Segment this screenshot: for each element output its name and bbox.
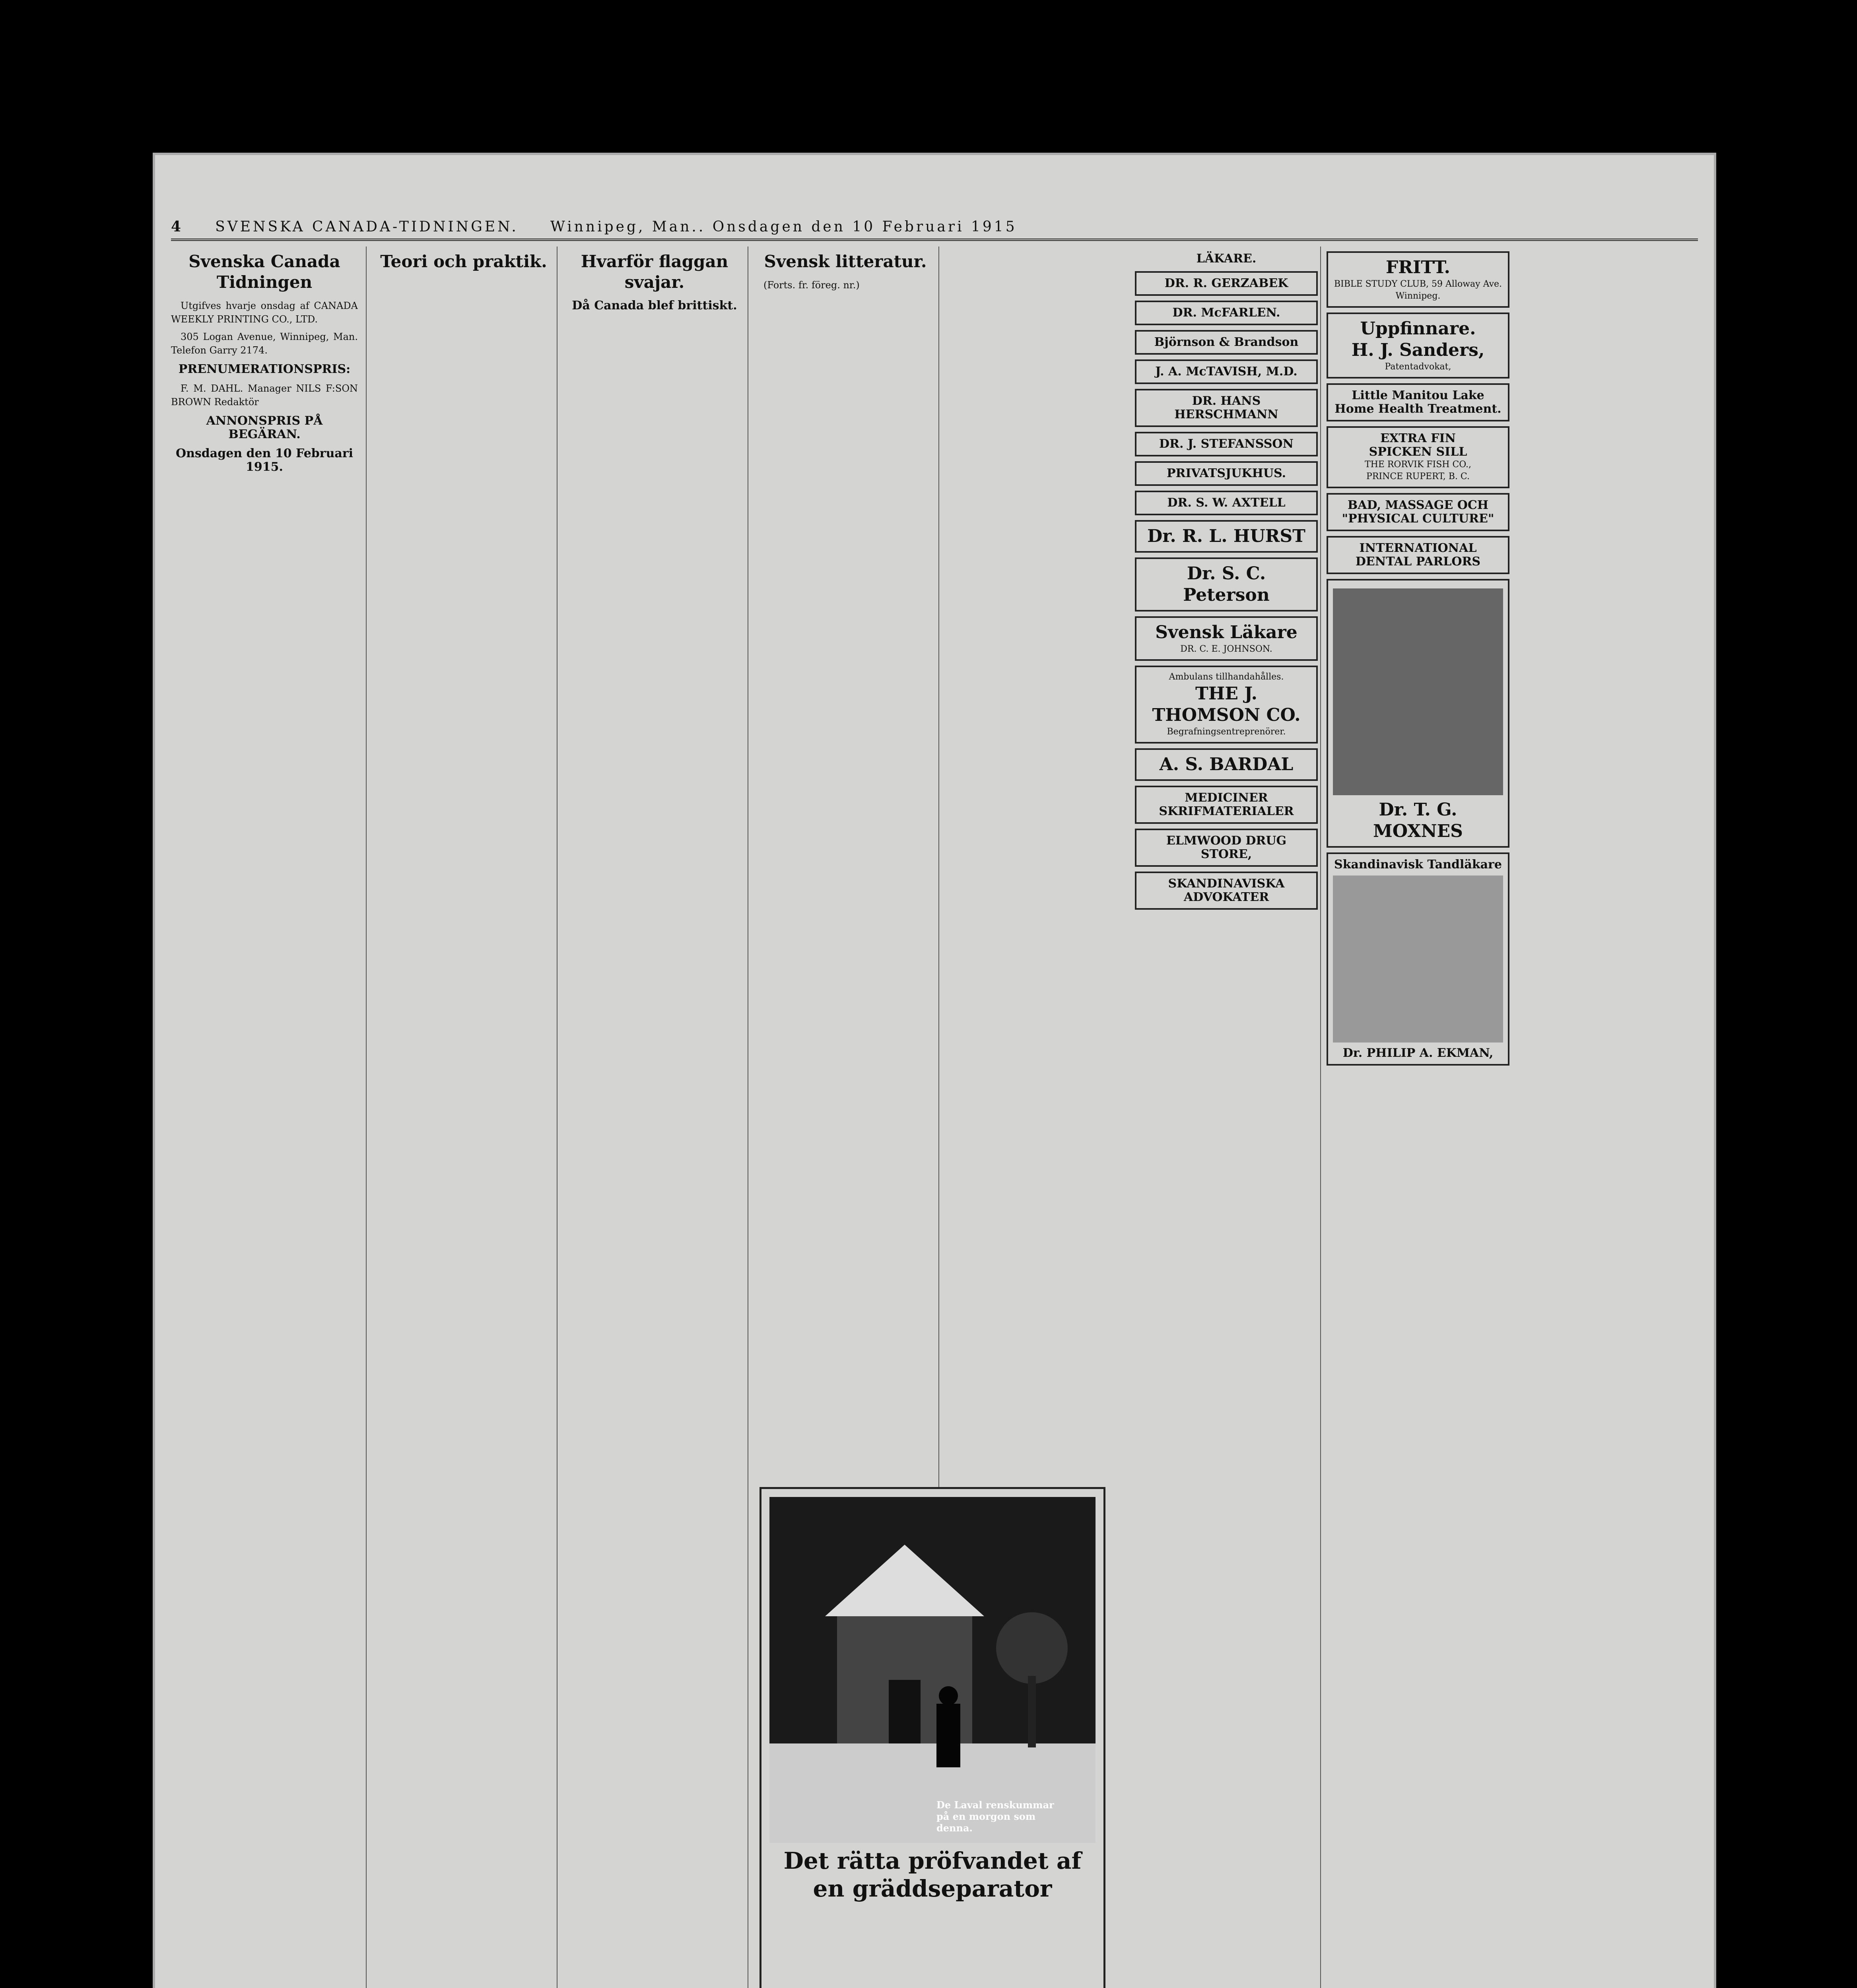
column-7: [1320, 247, 1509, 1988]
ad-hurst: [1135, 520, 1318, 553]
ad-sanders-name: H. J. Sanders,: [1351, 340, 1485, 360]
ad-moxnes-name: Dr. T. G. MOXNES: [1373, 800, 1463, 841]
de-laval-advertisement: [760, 1487, 1105, 1988]
ad-fritt: [1327, 251, 1509, 308]
ad-massage: [1327, 493, 1509, 531]
ad-stefansson-name: DR. J. STEFANSSON: [1159, 437, 1294, 451]
ad-fritt-title: FRITT.: [1386, 257, 1450, 278]
winter-farm-illustration: [769, 1497, 1096, 1843]
ad-peterson-name: Dr. S. C. Peterson: [1183, 563, 1270, 605]
ad-tandlakare-title: Skandinavisk Tandläkare: [1334, 858, 1502, 872]
ad-bjornson-name: Björnson & Brandson: [1154, 335, 1299, 349]
ad-mctavish: [1135, 359, 1318, 384]
ad-thomson-name: THE J. THOMSON CO.: [1152, 683, 1301, 725]
ad-body: [773, 1910, 1092, 1988]
ad-uppfinnare: [1327, 313, 1509, 379]
ad-herschmann-name: DR. HANS HERSCHMANN: [1174, 394, 1278, 421]
ad-thomson: [1135, 666, 1318, 744]
ad-mcfarlen-name: DR. McFARLEN.: [1172, 306, 1280, 320]
headline-litteratur: Svensk litteratur.: [764, 252, 927, 271]
paper-title: SVENSKA CANADA-TIDNINGEN.: [215, 218, 519, 235]
ad-privatsjukhus-name: PRIVATSJUKHUS.: [1166, 466, 1286, 480]
column-2: [366, 247, 555, 1988]
ad-dental: [1327, 536, 1509, 574]
ad-elmwood-name: ELMWOOD DRUG STORE,: [1166, 834, 1287, 861]
ad-bardal: [1135, 748, 1318, 781]
page-number: 4: [171, 218, 184, 235]
ad-gerzabek-name: DR. R. GERZABEK: [1164, 276, 1288, 290]
editors: F. M. DAHL. Manager NILS F:SON BROWN Redaktör: [171, 383, 358, 408]
ad-privatsjukhus: [1135, 461, 1318, 486]
subhead-flaggan: Då Canada blef brittiskt.: [572, 299, 737, 313]
column-1: [171, 247, 358, 1988]
ad-sill-line2: SPICKEN SILL: [1369, 445, 1467, 459]
ad-axtell: [1135, 491, 1318, 515]
newspaper-page: [155, 155, 1714, 1988]
ad-thomson-sub: Begrafningsentreprenörer.: [1167, 727, 1286, 737]
farm-scene-svg: [769, 1497, 1096, 1843]
ad-massage-title: BAD, MASSAGE OCH "PHYSICAL CULTURE": [1342, 498, 1494, 526]
ad-sill-firm: THE RORVIK FISH CO.,: [1364, 460, 1472, 470]
portrait-photo: [1333, 588, 1503, 795]
ad-bjornson: [1135, 330, 1318, 355]
ad-dental-title: INTERNATIONAL DENTAL PARLORS: [1355, 541, 1481, 569]
ad-sill: [1327, 426, 1509, 488]
ad-manitou-title: Little Manitou Lake Home Health Treatment.: [1334, 388, 1502, 416]
ad-svensk-lakare: [1135, 616, 1318, 661]
ad-fritt-club: BIBLE STUDY CLUB, 59 Alloway Ave. Winnipeg.: [1334, 279, 1502, 301]
ad-manitou: [1327, 383, 1509, 421]
ad-hurst-name: Dr. R. L. HURST: [1147, 526, 1305, 546]
dentures-illustration: [1333, 876, 1503, 1043]
ad-advokater: [1135, 872, 1318, 910]
dateline-heading: Onsdagen den 10 Februari 1915.: [175, 447, 354, 474]
place-date: Winnipeg, Man.. Onsdagen den 10 Februari 1915: [550, 218, 1017, 235]
address: 305 Logan Avenue, Winnipeg, Man. Telefon Garry 2174.: [171, 331, 358, 356]
ad-bardal-name: A. S. BARDAL: [1159, 754, 1294, 775]
ad-moxnes: [1327, 579, 1509, 848]
ad-headline: Det rätta pröfvandet af en gräddseparator: [783, 1847, 1082, 1902]
ad-herschmann: [1135, 389, 1318, 427]
lakare-heading: LÄKARE.: [1196, 252, 1257, 266]
ad-axtell-name: DR. S. W. AXTELL: [1167, 496, 1286, 510]
ad-elmwood: [1135, 829, 1318, 867]
ad-mctavish-name: J. A. McTAVISH, M.D.: [1155, 365, 1298, 379]
ad-stefansson: [1135, 432, 1318, 456]
ad-uppfinnare-title: Uppfinnare.: [1360, 318, 1476, 339]
headline-teori: Teori och praktik.: [380, 252, 547, 271]
ad-mediciner-name: MEDICINER SKRIFMATERIALER: [1159, 791, 1294, 818]
subscription-heading: PRENUMERATIONSPRIS:: [178, 362, 351, 376]
subhead-litteratur: (Forts. fr. föreg. nr.): [763, 280, 860, 291]
ad-rates-heading: ANNONSPRIS PÅ BEGÄRAN.: [206, 414, 323, 441]
ad-svensk-lakare-title: Svensk Läkare: [1155, 622, 1298, 643]
ad-ekman-name: Dr. PHILIP A. EKMAN,: [1342, 1046, 1494, 1060]
publisher-line: Utgifves hvarje onsdag af CANADA WEEKLY PRINTING CO., LTD.: [171, 300, 358, 325]
ad-mcfarlen: [1135, 301, 1318, 325]
ad-sanders-sub: Patentadvokat,: [1385, 362, 1451, 372]
ad-sill-line1: EXTRA FIN: [1380, 431, 1456, 445]
ad-tandlakare: [1327, 852, 1509, 1066]
ad-mediciner: [1135, 786, 1318, 824]
column-3: [557, 247, 746, 1988]
masthead: [171, 215, 1698, 241]
ad-caption: De Laval renskummar på en morgon som denna.: [936, 1799, 1054, 1834]
column-6: [1129, 247, 1318, 1988]
ad-sill-place: PRINCE RUPERT, B. C.: [1366, 472, 1470, 481]
nameplate: Svenska Canada Tidningen: [188, 252, 340, 292]
ad-svensk-lakare-doctor: DR. C. E. JOHNSON.: [1180, 644, 1272, 654]
ad-gerzabek: [1135, 271, 1318, 296]
ad-peterson: [1135, 557, 1318, 612]
ad-advokater-name: SKANDINAVISKA ADVOKATER: [1168, 877, 1285, 904]
ad-thomson-top: Ambulans tillhandahålles.: [1169, 672, 1284, 682]
headline-flaggan: Hvarför flaggan svajar.: [581, 252, 728, 292]
